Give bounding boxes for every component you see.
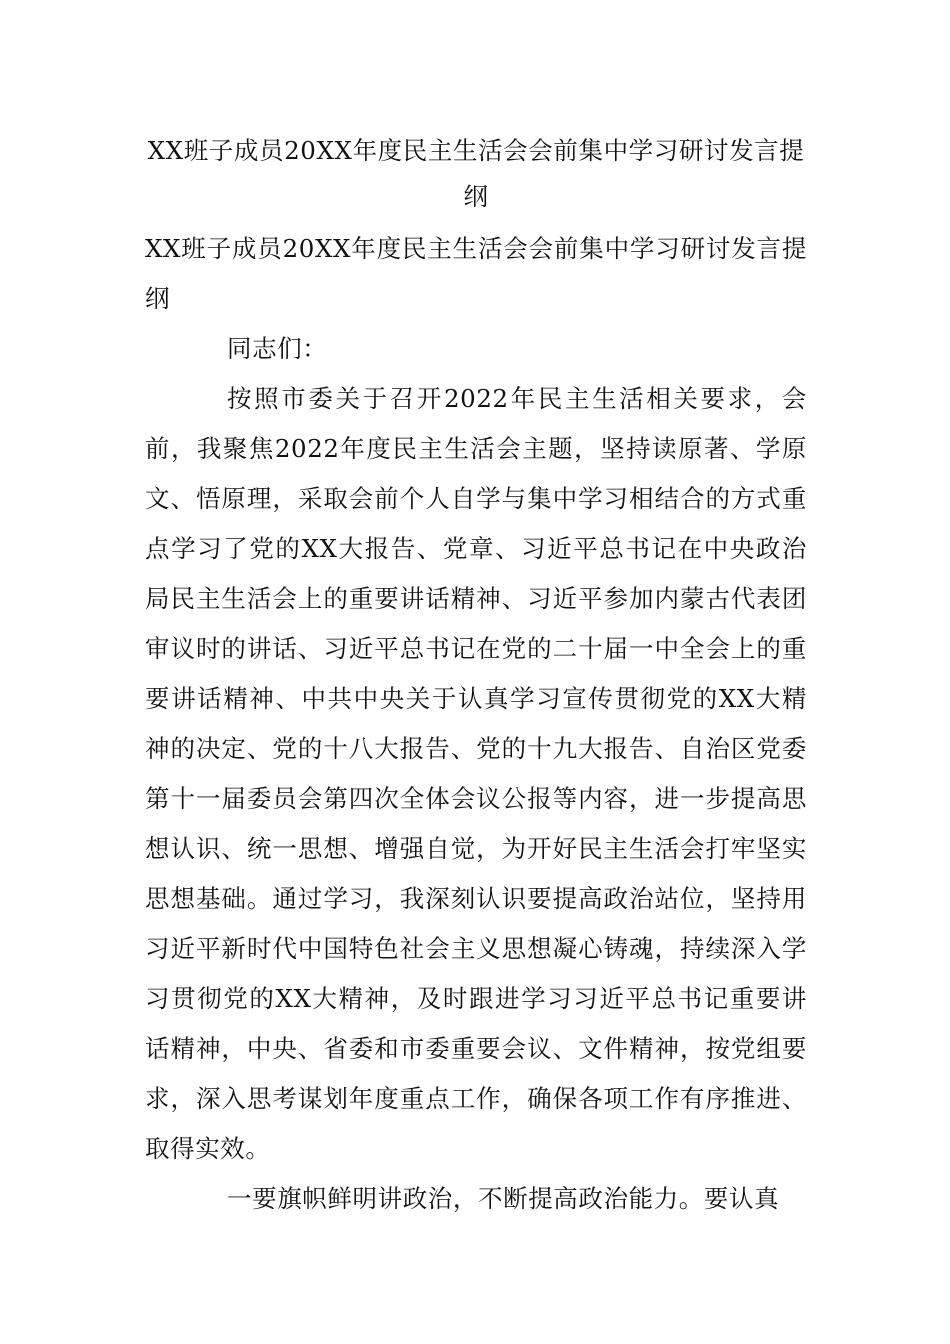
- document-body: [145, 224, 807, 1224]
- paragraph: 按照市委关于召开2022年民主生活相关要求，会前，我聚焦2022年度民主生活会主题，坚持读原著、学原文、悟原理，采取会前个人自学与集中学习相结合的方式重点学习了党的XX大报告、党章、习近平总书记在中央政治局民主生活会上的重要讲话精神、习近平参加内蒙古代表团审议时的讲话、习近平总书记在党的二十届一中全会上的重要讲话精神、中共中央关于认真学习宣传贯彻党的XX大精神的决定、党的十八大报告、党的十九大报告、自治区党委第十一届委员会第四次全体会议公报等内容，进一步提高思想认识、统一思想、增强自觉，为开好民主生活会打牢坚实思想基础。通过学习，我深刻认识要提高政治站位，坚持用习近平新时代中国特色社会主义思想凝心铸魂，持续深入学习贯彻党的XX大精神，及时跟进学习习近平总书记重要讲话精神，中央、省委和市委重要会议、文件精神，按党组要求，深入思考谋划年度重点工作，确保各项工作有序推进、取得实效。: [145, 384, 807, 1163]
- document-subtitle: XX班子成员20XX年度民主生活会会前集中学习研讨发言提纲: [145, 234, 807, 313]
- paragraph: 一要旗帜鲜明讲政治，不断提高政治能力。要认真: [227, 1184, 780, 1213]
- document-title: XX班子成员20XX年度民主生活会会前集中学习研讨发言提纲: [147, 136, 805, 211]
- greeting: 同志们：: [227, 334, 328, 363]
